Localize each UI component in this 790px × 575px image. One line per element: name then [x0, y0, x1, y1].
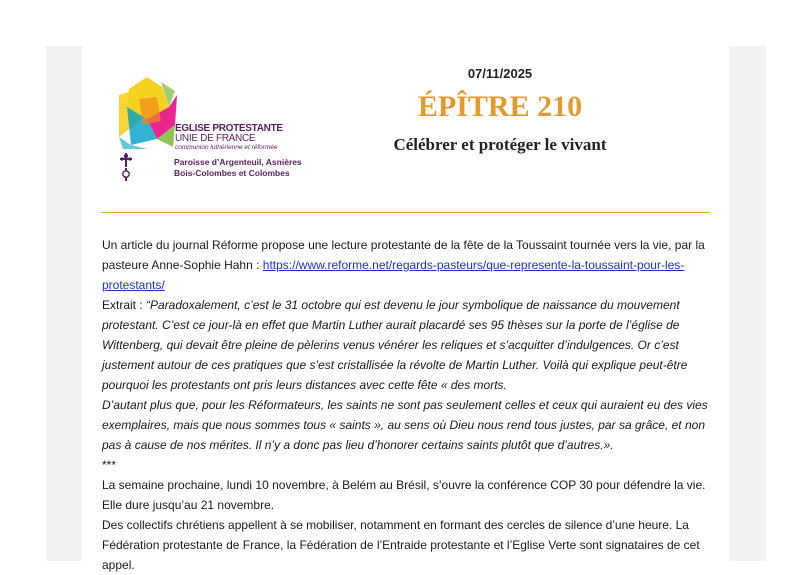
intro-text: Un article du journal Réforme propose une lecture protestante de la fête de la Toussaint tournée vers la vie, par la pasteure Anne-Sophie Hahn : [102, 238, 705, 272]
collectifs-paragraph: Des collectifs chrétiens appellent à se mobiliser, notamment en formant des cercles de silence d’une heure. La Fédération protestante de France, la Fédération de l’Entraide protestante et l’Eglise Verte sont signataires de cet appel. [102, 518, 700, 572]
issue-date: 07/11/2025 [467, 66, 533, 81]
article-link[interactable]: https://www.reforme.net/regards-pasteurs/que-represente-la-toussaint-pour-les-protestants/ [102, 258, 685, 292]
logo-line-5: Bois-Colombes et Colombes [174, 168, 290, 178]
cop-paragraph: La semaine prochaine, lundi 10 novembre, à Belém au Brésil, s’ouvre la conférence COP 30 pour défendre la vie. Elle dure jusqu’au 21 novembre. [102, 478, 706, 512]
extract-paragraph [102, 295, 714, 395]
header-divider [101, 212, 710, 213]
intro-paragraph [102, 235, 714, 295]
extract-continuation: D’autant plus que, pour les Réformateurs, les saints ne sont pas seulement celles et ceux qui auraient eu des vies exemplaires, mais que nous sommes tous « saints », au sens où Dieu nous rend tous justes, par sa grâce, et non pas à cause de nos mérites. Il n’y a donc pas lieu d’honorer certains saints plutôt que d’autres.». [102, 398, 708, 452]
logo-line-3: communion luthérienne et réformée [175, 144, 278, 151]
section-separator: *** [102, 458, 117, 472]
page-subtitle: Célébrer et protéger le vivant [393, 135, 607, 154]
logo-line-4: Paroisse d’Argenteuil, Asnières [174, 157, 302, 167]
article-body [102, 235, 714, 575]
extract-quote: “Paradoxalement, c’est le 31 octobre qui est devenu le jour symbolique de naissance du mouvement protestant. C’est ce jour-là en effet que Martin Luther aurait placardé ses 95 thèses sur la porte de l’église de Wittenberg, qui devait être pleine de pèlerins venus vénérer les reliques et s’acquitter d’indulgences. Or c’est justement autour de ces pratiques que s’est cristallisée la révolte de Martin Luther. Voilà qui explique peut-être pourquoi les protestants ont pris leurs distances avec cette fête « des morts. [102, 298, 688, 392]
left-margin-panel [46, 46, 82, 561]
logo-line-1: EGLISE PROTESTANTE [175, 123, 283, 134]
extract-label: Extrait : [102, 298, 147, 312]
logo-line-2: UNIE DE FRANCE [175, 133, 256, 144]
right-margin-panel [729, 46, 766, 561]
page-title: ÉPÎTRE 210 [417, 90, 583, 123]
